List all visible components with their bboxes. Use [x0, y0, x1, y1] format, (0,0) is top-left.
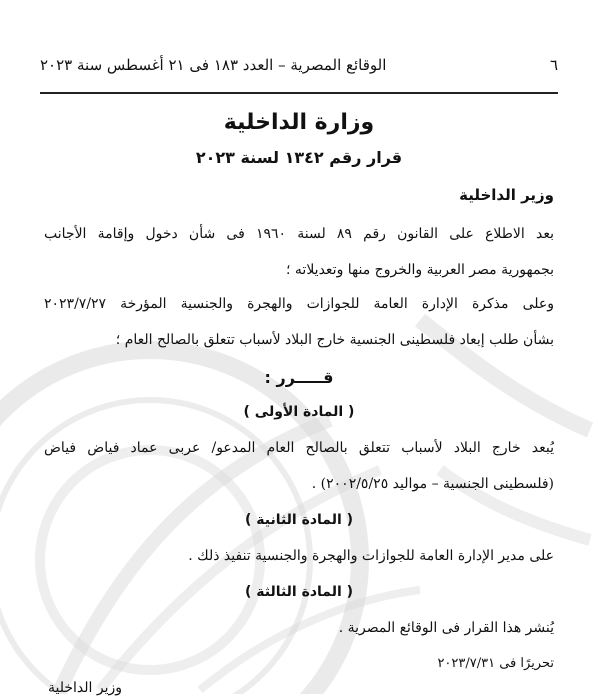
preamble-line: بجمهورية مصر العربية والخروج منها وتعديلاته ؛ [286, 262, 554, 278]
page-header [40, 56, 558, 86]
preamble-line: بعد الاطلاع على القانون رقم ٨٩ لسنة ١٩٦٠ فى شأن دخول وإقامة الأجانب [44, 226, 554, 242]
article-3-line: يُنشر هذا القرار فى الوقائع المصرية . [338, 620, 554, 636]
ministry-title: وزارة الداخلية [223, 110, 375, 135]
issue-date: تحريرًا فى ٢٠٢٣/٧/٣١ [437, 656, 554, 671]
issuer-heading: وزير الداخلية [459, 186, 554, 204]
page-number: ٦ [549, 56, 558, 74]
preamble-line: بشأن طلب إبعاد فلسطينى الجنسية خارج البلاد لأسباب تتعلق بالصالح العام ؛ [115, 332, 554, 348]
article-2-line: على مدير الإدارة العامة للجوازات والهجرة والجنسية تنفيذ ذلك . [188, 548, 554, 564]
preamble-line: وعلى مذكرة الإدارة العامة للجوازات والهجرة والجنسية المؤرخة ٢٠٢٣/٧/٢٧ [44, 296, 554, 312]
publication-info: الوقائع المصرية – العدد ١٨٣ فى ٢١ أغسطس سنة ٢٠٢٣ [40, 56, 387, 74]
article-1-heading: ( المادة الأولى ) [243, 404, 355, 420]
decree-number: قرار رقم ١٣٤٢ لسنة ٢٠٢٣ [195, 148, 403, 167]
signature: وزير الداخلية [48, 680, 123, 696]
article-3-heading: ( المادة الثالثة ) [244, 584, 354, 600]
decides-heading: قـــــرر : [264, 368, 334, 387]
article-1-line: (فلسطينى الجنسية – مواليد ٢٠٠٢/٥/٢٥) . [311, 476, 554, 492]
article-2-heading: ( المادة الثانية ) [244, 512, 354, 528]
header-divider [40, 92, 558, 94]
article-1-line: يُبعد خارج البلاد لأسباب تتعلق بالصالح العام المدعو/ عربى عماد فياض فياض [44, 440, 554, 456]
